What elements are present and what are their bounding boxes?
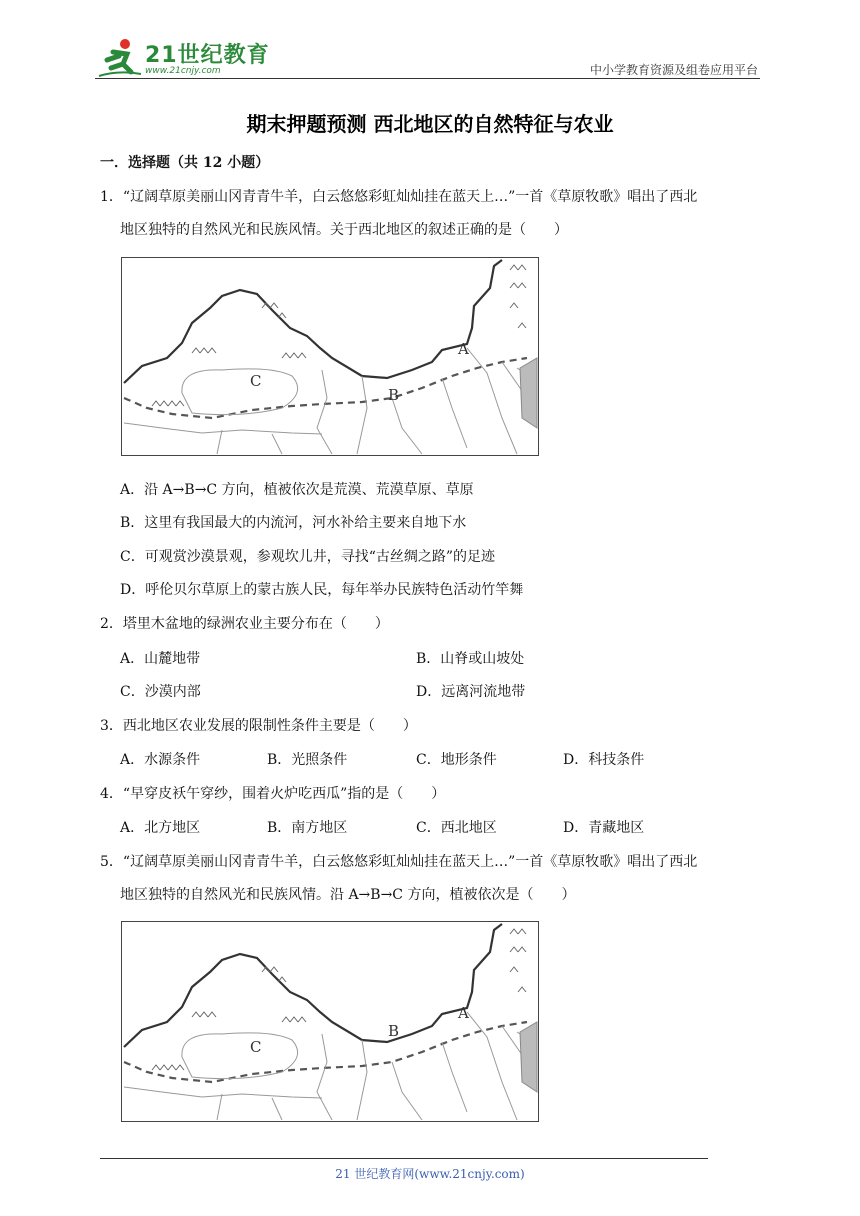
- question-5-map: [121, 921, 539, 1122]
- question-2-option-d: D．远离河流地带: [416, 684, 526, 700]
- question-2-option-b: B．山脊或山坡处: [416, 651, 525, 667]
- footer-divider: [100, 1158, 708, 1159]
- map-label-a: A: [458, 340, 469, 358]
- map-label-b: B: [388, 1022, 400, 1040]
- logo-text: 21世纪教育: [145, 43, 270, 68]
- question-1-map: [121, 257, 539, 456]
- question-4-option-a: A．北方地区: [120, 820, 201, 836]
- question-1-line-2: 地区独特的自然风光和民族风情。关于西北地区的叙述正确的是（ ）: [120, 222, 568, 238]
- question-4-option-d: D．青藏地区: [563, 820, 645, 836]
- northwest-china-map-2: [122, 922, 538, 1121]
- map-label-c: C: [250, 1038, 262, 1056]
- question-5-line-2: 地区独特的自然风光和民族风情。沿 A→B→C 方向，植被依次是（ ）: [120, 887, 576, 903]
- question-3-stem: 3．西北地区农业发展的限制性条件主要是（ ）: [100, 718, 417, 734]
- question-2-stem: 2．塔里木盆地的绿洲农业主要分布在（ ）: [100, 616, 389, 632]
- question-1-line-1: 1．“辽阔草原美丽山冈青青牛羊，白云悠悠彩虹灿灿挂在蓝天上…”一首《草原牧歌》唱出了西北: [100, 189, 698, 205]
- section-heading: 一．选择题（共 12 小题）: [100, 155, 270, 171]
- question-2-option-c: C．沙漠内部: [120, 684, 201, 700]
- question-2-option-a: A．山麓地带: [120, 651, 201, 667]
- runner-logo-icon: [95, 36, 143, 80]
- logo-url: www.21cnjy.com: [145, 66, 221, 76]
- question-3-option-d: D．科技条件: [563, 752, 645, 768]
- question-4-option-b: B．南方地区: [267, 820, 348, 836]
- question-3-option-a: A．水源条件: [120, 752, 201, 768]
- question-4-option-c: C．西北地区: [416, 820, 497, 836]
- question-3-option-b: B．光照条件: [267, 752, 348, 768]
- page-title: 期末押题预测 西北地区的自然特征与农业: [246, 112, 614, 136]
- map-label-a: A: [458, 1004, 469, 1022]
- header-divider: [95, 78, 760, 79]
- question-1-option-b: B．这里有我国最大的内流河，河水补给主要来自地下水: [120, 515, 467, 531]
- question-3-option-c: C．地形条件: [416, 752, 497, 768]
- site-logo: [95, 36, 270, 80]
- northwest-china-map-1: [122, 258, 538, 455]
- question-5-line-1: 5．“辽阔草原美丽山冈青青牛羊，白云悠悠彩虹灿灿挂在蓝天上…”一首《草原牧歌》唱出了西北: [100, 854, 698, 870]
- map-label-b: B: [388, 386, 400, 404]
- question-1-option-a: A．沿 A→B→C 方向，植被依次是荒漠、荒漠草原、草原: [120, 482, 474, 498]
- map-label-c: C: [250, 372, 262, 390]
- header-tagline: 中小学教育资源及组卷应用平台: [589, 63, 758, 77]
- page-footer: 21 世纪教育网(www.21cnjy.com): [335, 1167, 525, 1181]
- page-header: [95, 30, 760, 80]
- question-1-option-d: D．呼伦贝尔草原上的蒙古族人民，每年举办民族特色活动竹竿舞: [120, 582, 524, 598]
- question-1-option-c: C．可观赏沙漠景观，参观坎儿井，寻找“古丝绸之路”的足迹: [120, 549, 496, 565]
- question-4-stem: 4．“早穿皮袄午穿纱，围着火炉吃西瓜”指的是（ ）: [100, 786, 446, 802]
